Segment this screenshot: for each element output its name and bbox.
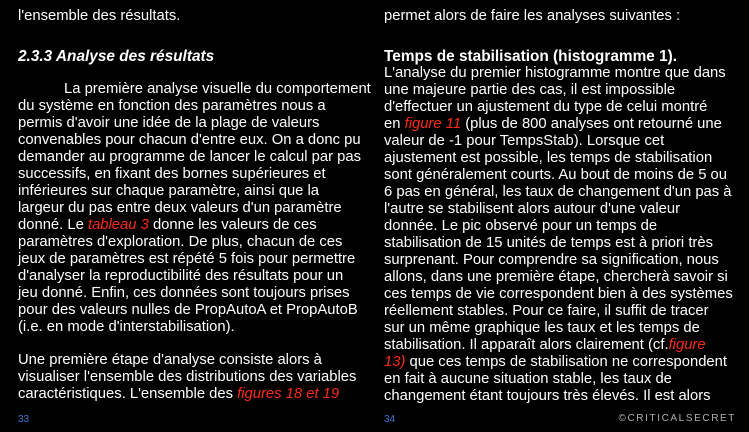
section-heading: 2.3.3 Analyse des résultats	[18, 48, 215, 65]
paragraph	[18, 81, 370, 336]
text-line: L'analyse du premier histogramme montre que dans	[384, 65, 726, 81]
text-line: en fait à aucune situation stable, les taux de	[384, 371, 672, 387]
text-line: inférieures sur chaque paramètre, ainsi que la	[18, 183, 320, 199]
figure-reference-link[interactable]: figure 11	[404, 116, 462, 132]
text-line: paramètres d'exploration. De plus, chacun de ces	[18, 234, 343, 250]
text-line: sont généralement courts. Au bout de moins de 5 ou	[384, 167, 728, 183]
page-number: 33	[18, 414, 30, 425]
page-number: 34	[384, 414, 396, 425]
line-text: donne les valeurs de ces	[148, 217, 317, 233]
continued-text-line: l'ensemble des résultats.	[18, 8, 181, 24]
text-line: demander au programme de lancer le calcul par pas	[18, 149, 361, 165]
line-text: en	[384, 116, 405, 132]
paragraph	[18, 352, 370, 403]
text-line: successifs, en fixant des bornes supérieures et	[18, 166, 326, 182]
text-line: l'autre se stabilisent alors autour d'une valeur	[384, 201, 681, 217]
right-page	[374, 0, 749, 432]
text-line	[384, 337, 746, 354]
text-line: du système en fonction des paramètres nous a	[18, 98, 326, 114]
text-line: sur un même graphique les taux et les temps de	[384, 320, 700, 336]
text-line: donnée. Le pic observé pour un temps de	[384, 218, 658, 234]
line-text: (plus de 800 analyses ont retourné une	[461, 116, 722, 132]
text-line: ajustement est possible, les temps de stabilisation	[384, 150, 713, 166]
continued-text-line: permet alors de faire les analyses suivantes :	[384, 8, 681, 24]
copyright-notice: ©CRITICALSECRET	[618, 413, 736, 424]
text-line	[384, 116, 746, 133]
figure-reference-link[interactable]: figures 18 et 19	[237, 386, 340, 402]
text-line	[384, 354, 746, 371]
text-line	[18, 217, 370, 234]
line-text: donné. Le	[18, 217, 88, 233]
text-line: permis d'avoir une idée de la plage de valeurs	[18, 115, 320, 131]
text-line: jeu donné. Enfin, ces données sont toujours prises	[18, 285, 350, 301]
text-column	[384, 8, 746, 405]
line-text: stabilisation. Il apparaît alors clairement (cf.	[384, 337, 669, 353]
text-line: réellement stables. Pour ce faire, il suffit de tracer	[384, 303, 709, 319]
text-line: jeux de paramètres est répété 5 fois pour permettre	[18, 251, 356, 267]
text-line	[18, 386, 370, 403]
figure-reference-link[interactable]: figure	[668, 337, 706, 353]
text-line: une majeure partie des cas, il est impossible	[384, 82, 676, 98]
left-page	[0, 0, 374, 432]
text-line: 6 pas en général, les taux de changement d'un pas à	[384, 184, 732, 200]
text-line: surprenant. Pour comprendre sa signification, nous	[384, 252, 719, 268]
line-text: que ces temps de stabilisation ne correspondent	[405, 354, 728, 370]
text-line: stabilisation de 15 unités de temps est à priori très	[384, 235, 713, 251]
figure-reference-link[interactable]: 13)	[384, 354, 406, 370]
text-column	[18, 8, 370, 403]
text-line: changement étant toujours très élevés. Il est alors	[384, 388, 711, 404]
text-line: valeur de -1 pour TempsStab). Lorsque cet	[384, 133, 665, 149]
text-line: Une première étape d'analyse consiste alors à	[18, 352, 322, 368]
text-line: (i.e. en mode d'interstabilisation).	[18, 319, 235, 335]
text-line: pour des valeurs nulles de PropAutoA et PropAutoB	[18, 302, 358, 318]
text-line: convenables pour chacun d'entre eux. On a donc pu	[18, 132, 361, 148]
text-line: d'analyser la reproductibilité des résultats pour un	[18, 268, 344, 284]
text-line: visualiser l'ensemble des distributions des variables	[18, 369, 357, 385]
line-text: caractéristiques. L'ensemble des	[18, 386, 238, 402]
paragraph-heading: Temps de stabilisation (histogramme 1).	[384, 48, 678, 65]
text-line: largeur du pas entre deux valeurs d'un paramètre	[18, 200, 342, 216]
text-line: La première analyse visuelle du comportement	[64, 81, 371, 97]
text-line: allons, dans une première étape, chercherà savoir si	[384, 269, 728, 285]
text-line: d'effectuer un ajustement du type de celui montré	[384, 99, 708, 115]
paragraph	[384, 48, 746, 405]
text-line: ces temps de vie correspondent bien à des systèmes	[384, 286, 733, 302]
table-reference-link[interactable]: tableau 3	[87, 217, 149, 233]
